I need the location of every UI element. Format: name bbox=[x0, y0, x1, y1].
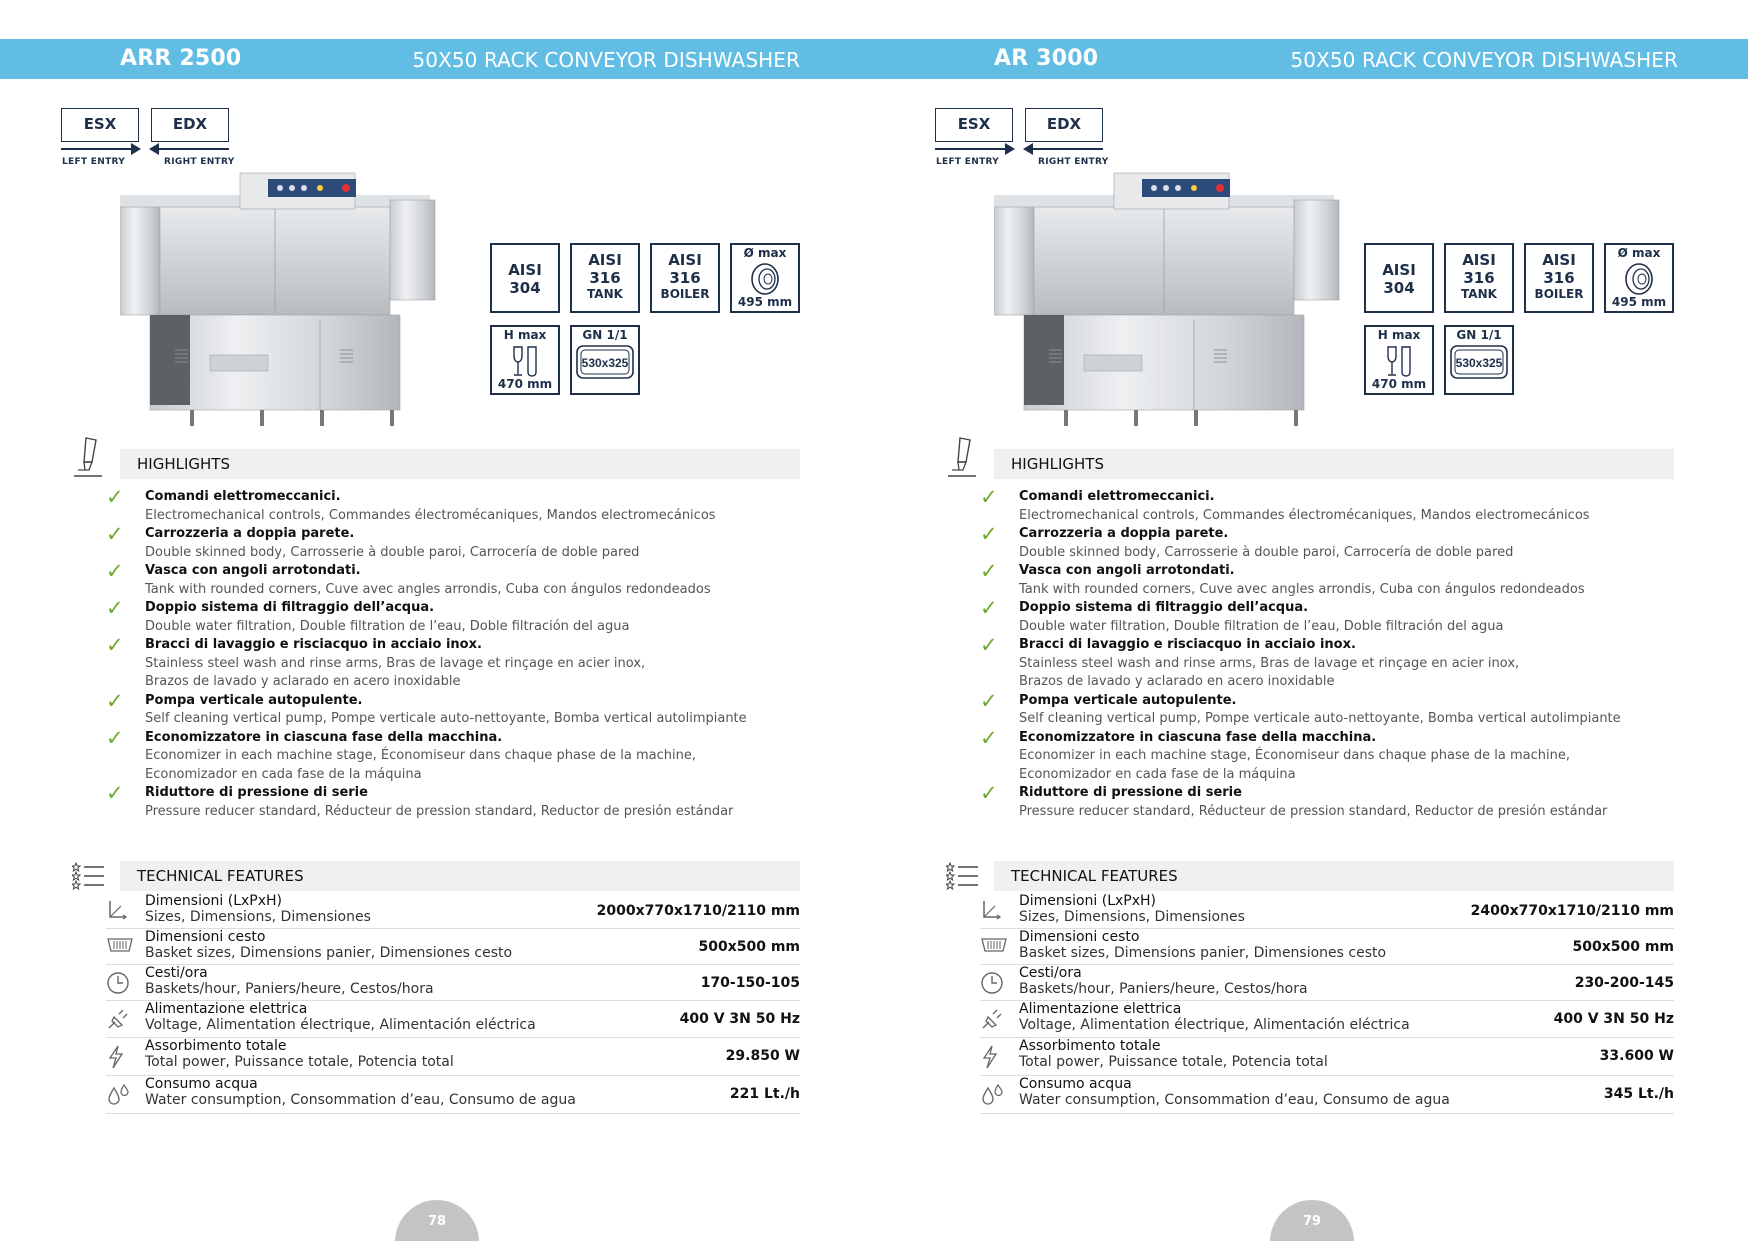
dishwasher-image bbox=[120, 165, 470, 445]
spec-label: Ø max bbox=[1617, 246, 1661, 260]
highlight-italian: Bracci di lavaggio e risciacquo in acciaio inox. bbox=[145, 637, 482, 652]
feature-italian: Assorbimento totale bbox=[1019, 1038, 1161, 1054]
power-icon bbox=[980, 1044, 1006, 1068]
highlight-italian: Riduttore di pressione di serie bbox=[145, 785, 368, 800]
highlight-item bbox=[106, 485, 806, 525]
left-entry-caption: LEFT ENTRY bbox=[936, 157, 1000, 167]
header-band bbox=[0, 39, 875, 79]
feature-value: 400 V 3N 50 Hz bbox=[1553, 1011, 1674, 1027]
highlight-item bbox=[980, 688, 1680, 729]
spec-note: TANK bbox=[587, 287, 623, 301]
check-icon: ✓ bbox=[980, 688, 998, 713]
spec-value: 304 bbox=[1383, 279, 1415, 297]
highlight-translation: Self cleaning vertical pump, Pompe verticale auto-nettoyante, Bomba vertical autolimpiante bbox=[145, 711, 747, 726]
check-icon: ✓ bbox=[980, 559, 998, 583]
highlight-translation: Tank with rounded corners, Cuve avec angles arrondis, Cuba con ángulos redondeados bbox=[1019, 581, 1585, 597]
highlight-translation: Pressure reducer standard, Réducteur de pression standard, Reductor de presión estándar bbox=[1019, 803, 1608, 819]
spec-label: AISI bbox=[1382, 261, 1416, 279]
highlight-translation: Self cleaning vertical pump, Pompe verticale auto-nettoyante, Bomba vertical autolimpiante bbox=[1019, 711, 1621, 726]
table-row bbox=[106, 965, 800, 1001]
highlight-translation: Economizador en cada fase de la máquina bbox=[145, 766, 422, 782]
highlight-translation: Economizador en cada fase de la máquina bbox=[1019, 766, 1296, 782]
spec-note: BOILER bbox=[1534, 287, 1584, 301]
feature-value: 2000x770x1710/2110 mm bbox=[596, 903, 800, 919]
highlight-item bbox=[980, 522, 1680, 562]
spec-value: 470 mm bbox=[1371, 377, 1427, 391]
feature-italian: Consumo acqua bbox=[145, 1076, 258, 1092]
highlight-italian: Pompa verticale autopulente. bbox=[145, 692, 363, 708]
technical-features-header bbox=[994, 861, 1674, 891]
check-icon: ✓ bbox=[980, 522, 998, 546]
right-arrow-icon bbox=[61, 148, 139, 150]
highlight-translation: Pressure reducer standard, Réducteur de pression standard, Reductor de presión estándar bbox=[145, 803, 734, 819]
highlight-italian: Doppio sistema di filtraggio dell’acqua. bbox=[1019, 600, 1309, 615]
table-row bbox=[106, 929, 800, 965]
spec-aisi-304 bbox=[1364, 243, 1434, 313]
feature-italian: Cesti/ora bbox=[145, 965, 208, 981]
table-row bbox=[980, 1076, 1674, 1114]
highlight-translation: Brazos de lavado y aclarado en acero inoxidable bbox=[1019, 674, 1335, 689]
edx-badge: EDX bbox=[1025, 108, 1103, 142]
feature-value: 230-200-145 bbox=[1574, 975, 1674, 991]
spec-dish-diameter bbox=[1604, 243, 1674, 313]
feature-translation: Voltage, Alimentation électrique, Alimentación eléctrica bbox=[145, 1017, 536, 1033]
feature-italian: Dimensioni cesto bbox=[1019, 929, 1140, 945]
table-row bbox=[980, 1038, 1674, 1076]
feature-translation: Sizes, Dimensions, Dimensiones bbox=[1019, 909, 1245, 925]
check-icon: ✓ bbox=[980, 485, 998, 509]
check-icon: ✓ bbox=[106, 725, 124, 750]
highlight-translation: Brazos de lavado y aclarado en acero inoxidable bbox=[145, 674, 461, 689]
highlights-title: HIGHLIGHTS bbox=[1011, 455, 1104, 473]
highlight-translation: Double skinned body, Carrosserie à double paroi, Carrocería de doble pared bbox=[145, 544, 640, 560]
dimensions-icon bbox=[106, 899, 132, 923]
highlight-italian: Comandi elettromeccanici. bbox=[145, 489, 341, 504]
feature-value: 2400x770x1710/2110 mm bbox=[1470, 903, 1674, 919]
esx-badge: ESX bbox=[935, 108, 1013, 142]
edx-badge: EDX bbox=[151, 108, 229, 142]
page-number: 79 bbox=[1270, 1200, 1354, 1241]
table-row bbox=[106, 1076, 800, 1114]
glass-icon bbox=[1366, 344, 1432, 378]
highlights-header bbox=[994, 449, 1674, 479]
model-name: ARR 2500 bbox=[120, 46, 242, 71]
feature-translation: Basket sizes, Dimensions panier, Dimensiones cesto bbox=[145, 945, 513, 961]
highlight-translation: Stainless steel wash and rinse arms, Bras de lavage et rinçage en acier inox, bbox=[1019, 655, 1520, 671]
table-row bbox=[106, 1001, 800, 1038]
feature-translation: Water consumption, Consommation d’eau, Consumo de agua bbox=[1019, 1092, 1450, 1108]
power-icon bbox=[106, 1044, 132, 1068]
clock-icon bbox=[106, 971, 132, 995]
table-row bbox=[980, 965, 1674, 1001]
basket-icon bbox=[106, 935, 132, 959]
highlight-item bbox=[106, 688, 806, 729]
feature-translation: Voltage, Alimentation électrique, Alimentación eléctrica bbox=[1019, 1017, 1410, 1033]
feature-value: 33.600 W bbox=[1599, 1048, 1674, 1064]
star-list-icon bbox=[72, 861, 106, 895]
feature-italian: Cesti/ora bbox=[1019, 965, 1082, 981]
spec-value: 470 mm bbox=[497, 377, 553, 391]
feature-value: 221 Lt./h bbox=[729, 1086, 800, 1102]
check-icon: ✓ bbox=[106, 559, 124, 583]
spec-label: AISI bbox=[588, 251, 622, 269]
left-entry-caption: LEFT ENTRY bbox=[62, 157, 126, 167]
feature-value: 170-150-105 bbox=[700, 975, 800, 991]
product-subtitle: 50X50 RACK CONVEYOR DISHWASHER bbox=[1290, 48, 1678, 72]
right-arrow-icon bbox=[935, 148, 1013, 150]
dimensions-icon bbox=[980, 899, 1006, 923]
check-icon: ✓ bbox=[980, 596, 998, 620]
highlight-item bbox=[106, 522, 806, 562]
highlight-italian: Economizzatore in ciascuna fase della macchina. bbox=[1019, 729, 1377, 745]
spec-max-height bbox=[1364, 325, 1434, 395]
plate-icon bbox=[732, 262, 798, 296]
technical-features-table bbox=[980, 893, 1674, 1114]
spec-label: H max bbox=[1377, 328, 1421, 342]
right-entry-caption: RIGHT ENTRY bbox=[164, 157, 235, 167]
clock-icon bbox=[980, 971, 1006, 995]
spec-value: 316 bbox=[589, 269, 621, 287]
feature-italian: Dimensioni cesto bbox=[145, 929, 266, 945]
highlight-translation: Electromechanical controls, Commandes électromécaniques, Mandos electromecánicos bbox=[1019, 507, 1590, 523]
highlights-title: HIGHLIGHTS bbox=[137, 455, 230, 473]
right-entry-caption: RIGHT ENTRY bbox=[1038, 157, 1109, 167]
highlight-italian: Carrozzeria a doppia parete. bbox=[145, 526, 355, 541]
feature-italian: Consumo acqua bbox=[1019, 1076, 1132, 1092]
plug-icon bbox=[980, 1007, 1006, 1031]
highlight-translation: Double skinned body, Carrosserie à double paroi, Carrocería de doble pared bbox=[1019, 544, 1514, 560]
spec-value: 495 mm bbox=[1611, 295, 1667, 309]
feature-value: 500x500 mm bbox=[1572, 939, 1674, 955]
product-subtitle: 50X50 RACK CONVEYOR DISHWASHER bbox=[412, 48, 800, 72]
check-icon: ✓ bbox=[980, 633, 998, 657]
catalog-page-left bbox=[0, 0, 874, 1241]
check-icon: ✓ bbox=[980, 781, 998, 805]
highlight-translation: Electromechanical controls, Commandes électromécaniques, Mandos electromecánicos bbox=[145, 507, 716, 523]
highlights-header bbox=[120, 449, 800, 479]
glass-icon bbox=[492, 344, 558, 378]
gn-tray-icon bbox=[1446, 344, 1512, 380]
water-drops-icon bbox=[980, 1082, 1006, 1106]
table-row bbox=[980, 893, 1674, 929]
spec-label: AISI bbox=[668, 251, 702, 269]
spec-aisi-316-boiler bbox=[1524, 243, 1594, 313]
header-band bbox=[874, 39, 1748, 79]
esx-badge: ESX bbox=[61, 108, 139, 142]
spec-label: GN 1/1 bbox=[582, 328, 628, 342]
spec-label: AISI bbox=[1462, 251, 1496, 269]
highlight-translation: Double water filtration, Double filtration de l’eau, Doble filtración del agua bbox=[145, 618, 630, 634]
highlight-item bbox=[980, 596, 1680, 636]
highlight-translation: Stainless steel wash and rinse arms, Bras de lavage et rinçage en acier inox, bbox=[145, 655, 646, 671]
highlighter-icon bbox=[946, 436, 980, 484]
highlight-item bbox=[106, 559, 806, 599]
spec-gn-tray bbox=[1444, 325, 1514, 395]
highlight-item bbox=[980, 559, 1680, 599]
highlight-item bbox=[980, 725, 1680, 785]
spec-gn-tray bbox=[570, 325, 640, 395]
spec-aisi-316-tank bbox=[570, 243, 640, 313]
highlight-item bbox=[980, 485, 1680, 525]
water-drops-icon bbox=[106, 1082, 132, 1106]
feature-translation: Baskets/hour, Paniers/heure, Cestos/hora bbox=[145, 981, 434, 997]
feature-translation: Sizes, Dimensions, Dimensiones bbox=[145, 909, 371, 925]
highlight-italian: Bracci di lavaggio e risciacquo in acciaio inox. bbox=[1019, 637, 1356, 652]
spec-label: AISI bbox=[1542, 251, 1576, 269]
highlight-italian: Vasca con angoli arrotondati. bbox=[1019, 563, 1235, 578]
feature-italian: Dimensioni (LxPxH) bbox=[1019, 893, 1157, 909]
feature-translation: Basket sizes, Dimensions panier, Dimensiones cesto bbox=[1019, 945, 1387, 961]
table-row bbox=[980, 1001, 1674, 1038]
highlight-italian: Vasca con angoli arrotondati. bbox=[145, 563, 361, 578]
table-row bbox=[980, 929, 1674, 965]
plate-icon bbox=[1606, 262, 1672, 296]
feature-translation: Total power, Puissance totale, Potencia total bbox=[1019, 1054, 1328, 1070]
gn-size-text: 530x325 bbox=[581, 356, 629, 370]
technical-features-title: TECHNICAL FEATURES bbox=[137, 867, 304, 885]
spec-max-height bbox=[490, 325, 560, 395]
spec-value: 304 bbox=[509, 279, 541, 297]
basket-icon bbox=[980, 935, 1006, 959]
highlight-translation: Tank with rounded corners, Cuve avec angles arrondis, Cuba con ángulos redondeados bbox=[145, 581, 711, 597]
check-icon: ✓ bbox=[106, 633, 124, 657]
feature-italian: Alimentazione elettrica bbox=[1019, 1001, 1182, 1017]
feature-italian: Assorbimento totale bbox=[145, 1038, 287, 1054]
feature-italian: Alimentazione elettrica bbox=[145, 1001, 308, 1017]
highlight-translation: Double water filtration, Double filtration de l’eau, Doble filtración del agua bbox=[1019, 618, 1504, 634]
table-row bbox=[106, 1038, 800, 1076]
feature-translation: Water consumption, Consommation d’eau, Consumo de agua bbox=[145, 1092, 576, 1108]
highlight-item bbox=[980, 781, 1680, 821]
spec-label: Ø max bbox=[743, 246, 787, 260]
gn-size-text: 530x325 bbox=[1455, 356, 1503, 370]
spec-value: 316 bbox=[1463, 269, 1495, 287]
highlights-list bbox=[106, 485, 806, 821]
highlight-translation: Economizer in each machine stage, Économiseur dans chaque phase de la machine, bbox=[145, 748, 696, 763]
catalog-page-right bbox=[874, 0, 1748, 1241]
page-number: 78 bbox=[395, 1200, 479, 1241]
feature-translation: Total power, Puissance totale, Potencia total bbox=[145, 1054, 454, 1070]
highlight-italian: Riduttore di pressione di serie bbox=[1019, 785, 1242, 800]
highlight-italian: Economizzatore in ciascuna fase della macchina. bbox=[145, 729, 503, 745]
technical-features-header bbox=[120, 861, 800, 891]
star-list-icon bbox=[946, 861, 980, 895]
highlighter-icon bbox=[72, 436, 106, 484]
spec-value: 316 bbox=[1543, 269, 1575, 287]
spec-aisi-316-boiler bbox=[650, 243, 720, 313]
plug-icon bbox=[106, 1007, 132, 1031]
feature-value: 345 Lt./h bbox=[1603, 1086, 1674, 1102]
technical-features-title: TECHNICAL FEATURES bbox=[1011, 867, 1178, 885]
spec-label: AISI bbox=[508, 261, 542, 279]
dishwasher-image bbox=[994, 165, 1344, 445]
highlight-italian: Carrozzeria a doppia parete. bbox=[1019, 526, 1229, 541]
highlight-item bbox=[106, 633, 806, 692]
technical-features-table bbox=[106, 893, 800, 1114]
feature-translation: Baskets/hour, Paniers/heure, Cestos/hora bbox=[1019, 981, 1308, 997]
spec-aisi-316-tank bbox=[1444, 243, 1514, 313]
model-name: AR 3000 bbox=[994, 46, 1099, 71]
check-icon: ✓ bbox=[980, 725, 998, 750]
highlight-item bbox=[980, 633, 1680, 692]
check-icon: ✓ bbox=[106, 596, 124, 620]
spec-value: 316 bbox=[669, 269, 701, 287]
highlight-item bbox=[106, 725, 806, 785]
spec-value: 495 mm bbox=[737, 295, 793, 309]
check-icon: ✓ bbox=[106, 688, 124, 713]
left-arrow-icon bbox=[1025, 148, 1103, 150]
table-row bbox=[106, 893, 800, 929]
gn-tray-icon bbox=[572, 344, 638, 380]
highlight-italian: Doppio sistema di filtraggio dell’acqua. bbox=[145, 600, 435, 615]
spec-label: H max bbox=[503, 328, 547, 342]
left-arrow-icon bbox=[151, 148, 229, 150]
feature-value: 29.850 W bbox=[725, 1048, 800, 1064]
spec-note: BOILER bbox=[660, 287, 710, 301]
highlight-italian: Pompa verticale autopulente. bbox=[1019, 692, 1237, 708]
spec-label: GN 1/1 bbox=[1456, 328, 1502, 342]
highlight-italian: Comandi elettromeccanici. bbox=[1019, 489, 1215, 504]
highlight-item bbox=[106, 596, 806, 636]
highlights-list bbox=[980, 485, 1680, 821]
feature-value: 400 V 3N 50 Hz bbox=[679, 1011, 800, 1027]
feature-italian: Dimensioni (LxPxH) bbox=[145, 893, 283, 909]
highlight-translation: Economizer in each machine stage, Économiseur dans chaque phase de la machine, bbox=[1019, 748, 1570, 763]
spec-dish-diameter bbox=[730, 243, 800, 313]
spec-aisi-304 bbox=[490, 243, 560, 313]
check-icon: ✓ bbox=[106, 781, 124, 805]
spec-note: TANK bbox=[1461, 287, 1497, 301]
highlight-item bbox=[106, 781, 806, 821]
check-icon: ✓ bbox=[106, 485, 124, 509]
check-icon: ✓ bbox=[106, 522, 124, 546]
feature-value: 500x500 mm bbox=[698, 939, 800, 955]
